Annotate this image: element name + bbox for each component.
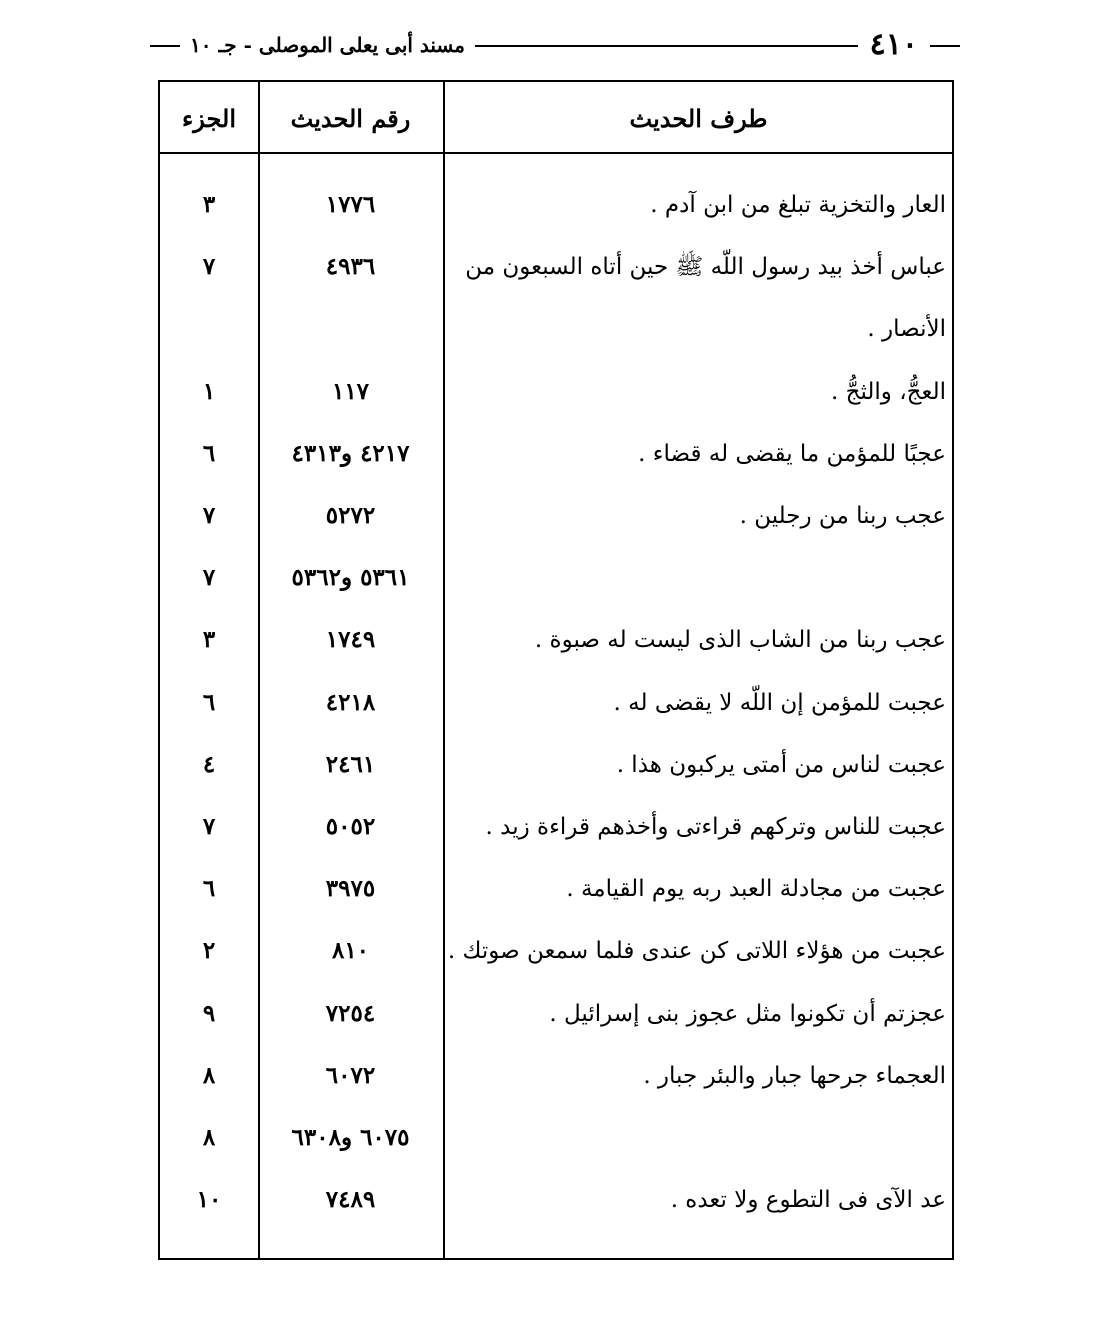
- table-row: [160, 796, 954, 858]
- column-header-text: طرف الحديث: [629, 104, 768, 133]
- hadith-text: عجبًا للمؤمن ما يقضى له قضاء .: [638, 440, 946, 467]
- volume-part: ٩: [202, 999, 216, 1027]
- hadith-number: ٤٩٣٦: [325, 253, 376, 281]
- volume-part: ٧: [202, 253, 216, 281]
- hadith-number: ١٧٤٩: [325, 626, 376, 654]
- volume-part: ٧: [202, 564, 216, 592]
- table-row: [160, 672, 954, 734]
- hadith-number: ٥٠٥٢: [325, 813, 376, 840]
- table-row: [160, 1045, 954, 1107]
- volume-part: ٢: [202, 937, 216, 965]
- volume-part: ٤: [202, 750, 216, 778]
- hadith-text: عجبت للمؤمن إن اللّه لا يقضى له .: [613, 689, 946, 716]
- hadith-text: عجبت من هؤلاء اللاتى كن عندى فلما سمعن صوتك .: [447, 938, 946, 965]
- table-row: [160, 1107, 954, 1169]
- table-row: [160, 485, 954, 547]
- hadith-number: ٦٠٧٥ و٦٣٠٨: [291, 1124, 410, 1151]
- volume-part: ١٠: [196, 1186, 222, 1214]
- column-header-number: رقم الحديث: [290, 104, 411, 133]
- hadith-text: العجُّ، والثجُّ .: [831, 378, 946, 405]
- hadith-text: عجبت من مجادلة العبد ربه يوم القيامة .: [566, 876, 946, 903]
- hadith-text: العجماء جرحها جبار والبئر جبار .: [643, 1062, 946, 1089]
- volume-part: ٨: [202, 1124, 216, 1151]
- hadith-text: عجزتم أن تكونوا مثل عجوز بنى إسرائيل .: [549, 1000, 946, 1027]
- hadith-number: ٧٢٥٤: [325, 999, 376, 1027]
- table-row: [160, 858, 954, 920]
- table-row: [160, 547, 954, 609]
- hadith-number: ٤٢١٧ و٤٣١٣: [291, 439, 410, 467]
- book-title: مسند أبى يعلى الموصلى - جـ ١٠: [180, 31, 475, 59]
- hadith-number: ٦٠٧٢: [325, 1061, 376, 1089]
- hadith-index-table: [158, 80, 954, 1260]
- volume-part: ١: [202, 377, 216, 405]
- hadith-number: ٥٣٦١ و٥٣٦٢: [291, 564, 410, 592]
- header-divider: [160, 152, 952, 154]
- table-row: [160, 920, 954, 982]
- table-row: [160, 734, 954, 796]
- hadith-number: ٨١٠: [331, 937, 370, 965]
- hadith-text: عد الآى فى التطوع ولا تعده .: [670, 1187, 946, 1214]
- volume-part: ٦: [202, 875, 216, 903]
- volume-part: ٧: [202, 502, 216, 529]
- hadith-text: الأنصار .: [867, 316, 946, 343]
- hadith-text: عباس أخذ بيد رسول اللّه ﷺ حين أتاه السبعون من: [465, 254, 946, 281]
- hadith-number: ٢٤٦١: [325, 750, 376, 778]
- volume-part: ٦: [202, 439, 216, 467]
- table-row: [160, 423, 954, 485]
- table-row: [160, 361, 954, 423]
- table-row: [160, 298, 954, 360]
- volume-part: ٦: [202, 688, 216, 716]
- hadith-number: ٤٢١٨: [325, 688, 376, 716]
- volume-part: ٣: [202, 626, 216, 654]
- hadith-text: عجبت لناس من أمتى يركبون هذا .: [616, 751, 946, 778]
- hadith-text: العار والتخزية تبلغ من ابن آدم .: [650, 192, 946, 218]
- hadith-text: عجبت للناس وتركهم قراءتى وأخذهم قراءة زيد .: [485, 814, 946, 840]
- table-row: [160, 236, 954, 298]
- page-header: [150, 26, 960, 66]
- page-number: ٤١٠: [858, 28, 930, 62]
- hadith-number: ٣٩٧٥: [325, 875, 376, 903]
- table-row: [160, 1169, 954, 1231]
- volume-part: ٨: [202, 1061, 216, 1089]
- hadith-number: ٥٢٧٢: [325, 502, 376, 529]
- hadith-text: عجب ربنا من الشاب الذى ليست له صبوة .: [534, 627, 946, 654]
- volume-part: ٧: [202, 813, 216, 840]
- hadith-number: ١١٧: [331, 377, 370, 405]
- hadith-number: ٧٤٨٩: [325, 1186, 376, 1214]
- hadith-number: ١٧٧٦: [325, 191, 376, 218]
- column-header-part: الجزء: [182, 104, 236, 133]
- volume-part: ٣: [202, 191, 216, 218]
- hadith-text: عجب ربنا من رجلين .: [739, 503, 946, 529]
- table-row: [160, 609, 954, 671]
- table-row: [160, 983, 954, 1045]
- table-row: [160, 174, 954, 236]
